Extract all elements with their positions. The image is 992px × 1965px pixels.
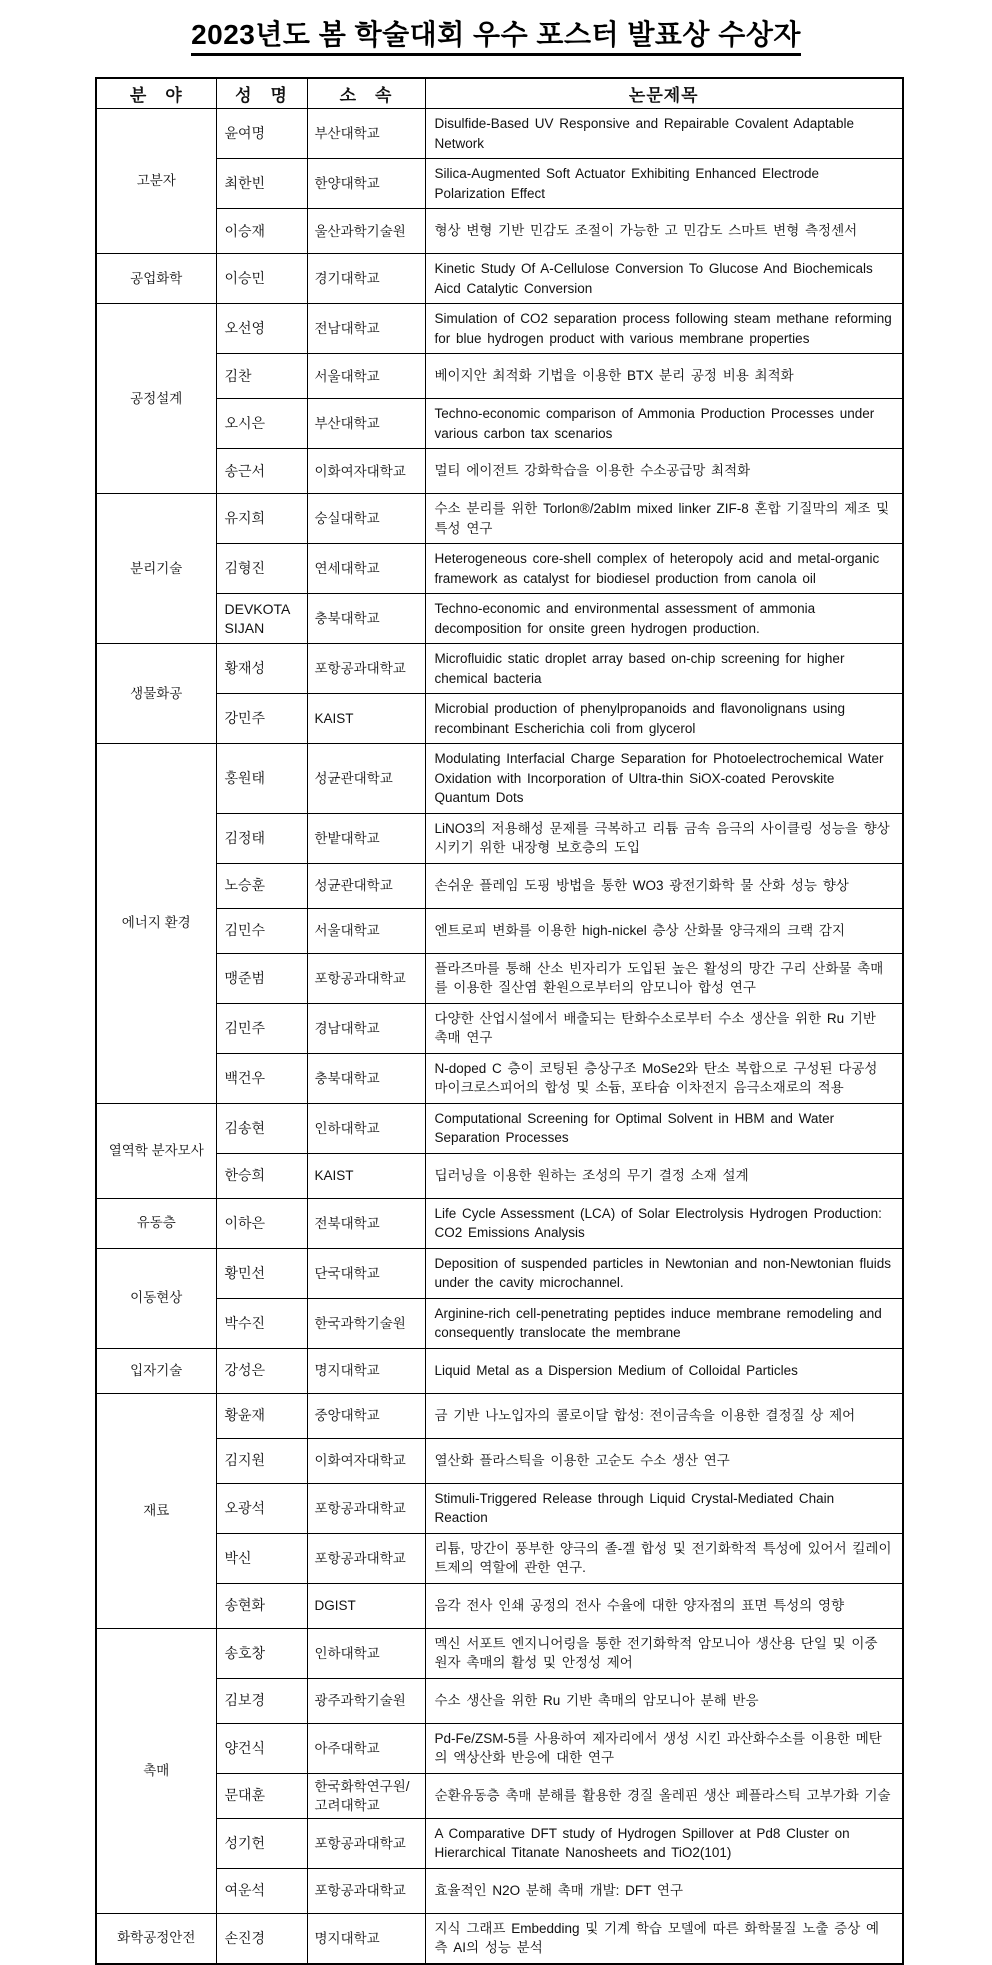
table-row	[96, 354, 903, 399]
table-row	[96, 1583, 903, 1628]
table-row	[96, 863, 903, 908]
field-cell: 에너지 환경	[96, 744, 216, 1104]
table-row	[96, 1438, 903, 1483]
winner-name: 여운석	[216, 1868, 307, 1913]
winner-name: 최한빈	[216, 159, 307, 209]
winner-affiliation: 포항공과대학교	[307, 953, 425, 1003]
paper-title: 손쉬운 플레임 도핑 방법을 통한 WO3 광전기화학 물 산화 성능 향상	[425, 863, 903, 908]
winner-affiliation: 이화여자대학교	[307, 449, 425, 494]
paper-title: 수소 생산을 위한 Ru 기반 촉매의 암모니아 분해 반응	[425, 1678, 903, 1723]
header-row	[96, 78, 903, 109]
field-cell: 공업화학	[96, 254, 216, 304]
winner-name: 강성은	[216, 1348, 307, 1393]
paper-title: Disulfide-Based UV Responsive and Repairable Covalent Adaptable Network	[425, 109, 903, 159]
table-row	[96, 1773, 903, 1818]
winner-affiliation: 포항공과대학교	[307, 644, 425, 694]
paper-title: Deposition of suspended particles in Newtonian and non-Newtonian fluids under the cavity microchannel.	[425, 1248, 903, 1298]
winner-affiliation: 충북대학교	[307, 594, 425, 644]
paper-title: 멕신 서포트 엔지니어링을 통한 전기화학적 암모니아 생산용 단일 및 이중 원자 촉매의 활성 및 안정성 제어	[425, 1628, 903, 1678]
winner-affiliation: 포항공과대학교	[307, 1818, 425, 1868]
winner-name: 손진경	[216, 1913, 307, 1964]
winner-name: 오선영	[216, 304, 307, 354]
winner-name: 이승재	[216, 209, 307, 254]
table-row	[96, 254, 903, 304]
table-row	[96, 1248, 903, 1298]
winner-name: 김민주	[216, 1003, 307, 1053]
winner-name: 노승훈	[216, 863, 307, 908]
winner-affiliation: 한양대학교	[307, 159, 425, 209]
winner-name: 송호창	[216, 1628, 307, 1678]
table-row	[96, 908, 903, 953]
paper-title: Life Cycle Assessment (LCA) of Solar Electrolysis Hydrogen Production: CO2 Emissions Analysis	[425, 1198, 903, 1248]
winner-name: 문대훈	[216, 1773, 307, 1818]
field-cell: 촉매	[96, 1628, 216, 1913]
paper-title: 순환유동층 촉매 분해를 활용한 경질 올레핀 생산 페플라스틱 고부가화 기술	[425, 1773, 903, 1818]
winner-affiliation: 서울대학교	[307, 908, 425, 953]
field-cell: 생물화공	[96, 644, 216, 744]
table-row	[96, 1678, 903, 1723]
winner-affiliation: 명지대학교	[307, 1348, 425, 1393]
winner-name: 송현화	[216, 1583, 307, 1628]
winner-name: 김형진	[216, 544, 307, 594]
table-row	[96, 953, 903, 1003]
winner-name: 송근서	[216, 449, 307, 494]
paper-title: A Comparative DFT study of Hydrogen Spillover at Pd8 Cluster on Hierarchical Titanate Nanosheets and TiO2(101)	[425, 1818, 903, 1868]
table-row	[96, 1198, 903, 1248]
winner-name: 박신	[216, 1533, 307, 1583]
winner-affiliation: 성균관대학교	[307, 744, 425, 814]
winner-name: 홍원태	[216, 744, 307, 814]
paper-title: 플라즈마를 통해 산소 빈자리가 도입된 높은 활성의 망간 구리 산화물 촉매를 이용한 질산염 환원으로부터의 암모니아 합성 연구	[425, 953, 903, 1003]
winner-affiliation: 부산대학교	[307, 399, 425, 449]
winner-name: DEVKOTA SIJAN	[216, 594, 307, 644]
winner-affiliation: 경기대학교	[307, 254, 425, 304]
paper-title: 다양한 산업시설에서 배출되는 탄화수소로부터 수소 생산을 위한 Ru 기반 촉매 연구	[425, 1003, 903, 1053]
table-row	[96, 1628, 903, 1678]
winner-name: 김정태	[216, 813, 307, 863]
winner-name: 이하은	[216, 1198, 307, 1248]
winner-affiliation: 전북대학교	[307, 1198, 425, 1248]
table-row	[96, 1913, 903, 1964]
winner-affiliation: 성균관대학교	[307, 863, 425, 908]
winner-affiliation: KAIST	[307, 1153, 425, 1198]
winner-affiliation: 충북대학교	[307, 1053, 425, 1103]
table-row	[96, 644, 903, 694]
winner-name: 오광석	[216, 1483, 307, 1533]
table-row	[96, 1103, 903, 1153]
field-cell: 고분자	[96, 109, 216, 254]
header-affiliation: 소 속	[307, 78, 425, 109]
paper-title: 금 기반 나노입자의 콜로이달 합성: 전이금속을 이용한 결정질 상 제어	[425, 1393, 903, 1438]
table-row	[96, 1153, 903, 1198]
table-row	[96, 399, 903, 449]
paper-title: 형상 변형 기반 민감도 조절이 가능한 고 민감도 스마트 변형 측정센서	[425, 209, 903, 254]
paper-title: 엔트로피 변화를 이용한 high-nickel 층상 산화물 양극재의 크랙 감지	[425, 908, 903, 953]
field-cell: 열역학 분자모사	[96, 1103, 216, 1198]
paper-title: 리튬, 망간이 풍부한 양극의 졸-겔 합성 및 전기화학적 특성에 있어서 킬레이트제의 역할에 관한 연구.	[425, 1533, 903, 1583]
table-row	[96, 1868, 903, 1913]
header-field: 분 야	[96, 78, 216, 109]
winner-name: 황재성	[216, 644, 307, 694]
header-paper-title: 논문제목	[425, 78, 903, 109]
table-row	[96, 1053, 903, 1103]
table-row	[96, 1348, 903, 1393]
table-row	[96, 1003, 903, 1053]
paper-title: Pd-Fe/ZSM-5를 사용하여 제자리에서 생성 시킨 과산화수소를 이용한 메탄의 액상산화 반응에 대한 연구	[425, 1723, 903, 1773]
header-name: 성 명	[216, 78, 307, 109]
winner-affiliation: DGIST	[307, 1583, 425, 1628]
table-row	[96, 1818, 903, 1868]
paper-title: 딥러닝을 이용한 원하는 조성의 무기 결정 소재 설계	[425, 1153, 903, 1198]
winner-affiliation: 아주대학교	[307, 1723, 425, 1773]
paper-title: 베이지안 최적화 기법을 이용한 BTX 분리 공정 비용 최적화	[425, 354, 903, 399]
field-cell: 공정설계	[96, 304, 216, 494]
winner-affiliation: 중앙대학교	[307, 1393, 425, 1438]
winner-name: 윤여명	[216, 109, 307, 159]
winner-affiliation: 울산과학기술원	[307, 209, 425, 254]
field-cell: 화학공정안전	[96, 1913, 216, 1964]
table-row	[96, 159, 903, 209]
table-row	[96, 1393, 903, 1438]
winner-name: 이승민	[216, 254, 307, 304]
paper-title: Techno-economic and environmental assessment of ammonia decomposition for onsite green hydrogen production.	[425, 594, 903, 644]
paper-title: LiNO3의 저용해성 문제를 극복하고 리튬 금속 음극의 사이클링 성능을 향상시키기 위한 내장형 보호층의 도입	[425, 813, 903, 863]
winner-name: 김민수	[216, 908, 307, 953]
awards-table	[95, 77, 904, 1965]
paper-title: Liquid Metal as a Dispersion Medium of Colloidal Particles	[425, 1348, 903, 1393]
winner-name: 오시은	[216, 399, 307, 449]
table-row	[96, 1723, 903, 1773]
paper-title: 멀티 에이전트 강화학습을 이용한 수소공급망 최적화	[425, 449, 903, 494]
paper-title: 음각 전사 인쇄 공정의 전사 수율에 대한 양자점의 표면 특성의 영향	[425, 1583, 903, 1628]
winner-affiliation: 연세대학교	[307, 544, 425, 594]
table-row	[96, 109, 903, 159]
paper-title: Stimuli-Triggered Release through Liquid Crystal-Mediated Chain Reaction	[425, 1483, 903, 1533]
table-row	[96, 694, 903, 744]
winner-name: 김송현	[216, 1103, 307, 1153]
table-row	[96, 1298, 903, 1348]
paper-title: Modulating Interfacial Charge Separation for Photoelectrochemical Water Oxidation with Incorporation of Ultra-thin SiOX-coated Perovskite Quantum Dots	[425, 744, 903, 814]
table-row	[96, 744, 903, 814]
winner-affiliation: 이화여자대학교	[307, 1438, 425, 1483]
winner-name: 강민주	[216, 694, 307, 744]
field-cell: 이동현상	[96, 1248, 216, 1348]
table-row	[96, 449, 903, 494]
paper-title: Simulation of CO2 separation process following steam methane reforming for blue hydrogen product with various membrane properties	[425, 304, 903, 354]
winner-name: 황민선	[216, 1248, 307, 1298]
paper-title: Kinetic Study Of A-Cellulose Conversion To Glucose And Biochemicals Aicd Catalytic Conversion	[425, 254, 903, 304]
field-cell: 유동층	[96, 1198, 216, 1248]
field-cell: 재료	[96, 1393, 216, 1628]
paper-title: Microbial production of phenylpropanoids and flavonolignans using recombinant Escherichia coli from glycerol	[425, 694, 903, 744]
table-row	[96, 594, 903, 644]
winner-affiliation: 부산대학교	[307, 109, 425, 159]
winner-affiliation: 포항공과대학교	[307, 1533, 425, 1583]
winner-affiliation: 한밭대학교	[307, 813, 425, 863]
winner-name: 맹준범	[216, 953, 307, 1003]
winner-affiliation: KAIST	[307, 694, 425, 744]
table-row	[96, 1533, 903, 1583]
table-row	[96, 544, 903, 594]
winner-affiliation: 명지대학교	[307, 1913, 425, 1964]
paper-title: Computational Screening for Optimal Solvent in HBM and Water Separation Processes	[425, 1103, 903, 1153]
winner-affiliation: 한국과학기술원	[307, 1298, 425, 1348]
paper-title: Arginine-rich cell-penetrating peptides induce membrane remodeling and consequently translocate the membrane	[425, 1298, 903, 1348]
winner-name: 김찬	[216, 354, 307, 399]
paper-title: Microfluidic static droplet array based on-chip screening for higher chemical bacteria	[425, 644, 903, 694]
winner-affiliation: 인하대학교	[307, 1103, 425, 1153]
paper-title: 지식 그래프 Embedding 및 기계 학습 모델에 따른 화학물질 노출 증상 예측 AI의 성능 분석	[425, 1913, 903, 1964]
table-row	[96, 209, 903, 254]
winner-affiliation: 단국대학교	[307, 1248, 425, 1298]
field-cell: 분리기술	[96, 494, 216, 644]
winner-name: 김보경	[216, 1678, 307, 1723]
winner-name: 유지희	[216, 494, 307, 544]
winner-name: 양건식	[216, 1723, 307, 1773]
table-row	[96, 304, 903, 354]
winner-affiliation: 서울대학교	[307, 354, 425, 399]
field-cell: 입자기술	[96, 1348, 216, 1393]
table-row	[96, 813, 903, 863]
table-row	[96, 1483, 903, 1533]
winner-name: 성기헌	[216, 1818, 307, 1868]
paper-title: 효율적인 N2O 분해 촉매 개발: DFT 연구	[425, 1868, 903, 1913]
paper-title: 수소 분리를 위한 Torlon®/2abIm mixed linker ZIF-8 혼합 기질막의 제조 및 특성 연구	[425, 494, 903, 544]
winner-name: 박수진	[216, 1298, 307, 1348]
paper-title: N-doped C 층이 코팅된 층상구조 MoSe2와 탄소 복합으로 구성된 다공성 마이크로스피어의 합성 및 소듐, 포타슘 이차전지 음극소재로의 적용	[425, 1053, 903, 1103]
winner-affiliation: 한국화학연구원/고려대학교	[307, 1773, 425, 1818]
winner-name: 황윤재	[216, 1393, 307, 1438]
paper-title: Techno-economic comparison of Ammonia Production Processes under various carbon tax scenarios	[425, 399, 903, 449]
page-title: 2023년도 봄 학술대회 우수 포스터 발표상 수상자	[0, 13, 992, 53]
winner-affiliation: 인하대학교	[307, 1628, 425, 1678]
winner-affiliation: 포항공과대학교	[307, 1483, 425, 1533]
winner-name: 백건우	[216, 1053, 307, 1103]
paper-title: Heterogeneous core-shell complex of heteropoly acid and metal-organic framework as catalyst for biodiesel production from canola oil	[425, 544, 903, 594]
winner-affiliation: 포항공과대학교	[307, 1868, 425, 1913]
paper-title: Silica-Augmented Soft Actuator Exhibiting Enhanced Electrode Polarization Effect	[425, 159, 903, 209]
table-row	[96, 494, 903, 544]
winner-affiliation: 경남대학교	[307, 1003, 425, 1053]
winner-affiliation: 숭실대학교	[307, 494, 425, 544]
paper-title: 열산화 플라스틱을 이용한 고순도 수소 생산 연구	[425, 1438, 903, 1483]
winner-name: 김지원	[216, 1438, 307, 1483]
winner-affiliation: 전남대학교	[307, 304, 425, 354]
winner-name: 한승희	[216, 1153, 307, 1198]
winner-affiliation: 광주과학기술원	[307, 1678, 425, 1723]
